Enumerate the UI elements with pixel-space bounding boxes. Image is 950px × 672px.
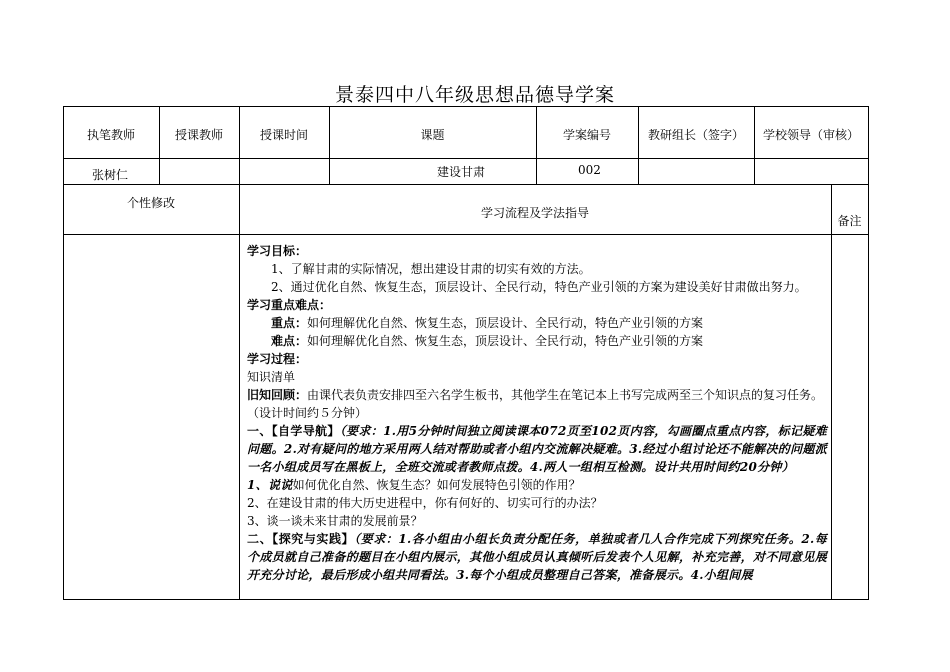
explore-text: （要求：1.各小组由小组长负责分配任务，单独或者几人合作完成下列探究任务。2.每个成员就自己准备的题目在小组内展示，其他小组成员认真倾听后发表个人见解，补充完善，对不同意见展开充分讨论，最后形成小组共同看法。3.每个小组成员整理自己答案，准备展示。4.小组间展 [247, 532, 828, 582]
document-title: 景泰四中八年级思想品德导学案 [334, 84, 615, 106]
knowledge-list: 知识清单 [247, 370, 296, 384]
col-divider [754, 106, 755, 184]
key-point-label: 重点： [271, 316, 308, 330]
col-divider [831, 184, 832, 600]
explore-section [247, 530, 827, 584]
col-divider [638, 106, 639, 184]
author-name: 张树仁 [92, 168, 129, 182]
header-topic: 课题 [420, 128, 445, 142]
key-point [247, 314, 827, 332]
difficulty-label: 难点： [271, 334, 308, 348]
table-border-right [868, 106, 869, 600]
header-group-leader: 教研组长（签字） [647, 128, 744, 142]
table-border-bottom [63, 599, 869, 600]
self-study-label: 一、【自学导航】 [247, 424, 340, 438]
table-rule-3 [63, 234, 869, 235]
code-value: 002 [578, 163, 601, 177]
process-guide-label: 学习流程及学法指导 [480, 206, 589, 220]
header-code: 学案编号 [562, 128, 611, 142]
question-3: 3、谈一谈未来甘肃的发展前景？ [247, 514, 423, 528]
question-1 [247, 476, 827, 494]
process-heading: 学习过程： [247, 352, 308, 366]
col-divider [536, 106, 537, 184]
table-border-left [63, 106, 64, 600]
question-1-text: 如何优化自然、恢复生态？如何发展特色引领的作用？ [292, 478, 581, 492]
difficulty-point [247, 332, 827, 350]
header-time: 授课时间 [259, 128, 308, 142]
goals-heading: 学习目标： [247, 244, 308, 258]
col-divider [329, 106, 330, 184]
review-text: 由课代表负责安排四至六名学生板书，其他学生在笔记本上书写完成两至三个知识点的复习任务。（设计时间约５分钟） [247, 388, 824, 420]
table-border-top [63, 106, 869, 107]
review-paragraph [247, 386, 827, 422]
difficulty-text: 如何理解优化自然、恢复生态，顶层设计、全民行动，特色产业引领的方案 [307, 334, 704, 348]
header-school-leader: 学校领导（审核） [762, 128, 859, 142]
self-study-text: （要求：1.用5分钟时间独立阅读课本072页至102页内容，勾画圈点重点内容，标记疑难问题。2.对有疑问的地方采用两人结对帮助或者小组内交流解决疑难。3.经过小组讨论还不能解决的问题派一名小组成员写在黑板上，全班交流或者教师点拨。4.两人一组相互检测。设计共用时间约20分钟） [247, 424, 827, 474]
table-rule-1 [63, 158, 869, 159]
remark-label: 备注 [837, 214, 862, 228]
question-1-label: 1、说说 [247, 478, 293, 492]
header-teacher: 授课教师 [174, 128, 223, 142]
learning-content [247, 242, 827, 584]
personal-edit-label: 个性修改 [126, 196, 175, 210]
self-study-section [247, 422, 827, 476]
header-author: 执笔教师 [86, 128, 135, 142]
key-difficulty-heading: 学习重点难点： [247, 298, 332, 312]
goal-2: 2、通过优化自然、恢复生态，顶层设计、全民行动，特色产业引领的方案为建设美好甘肃做出努力。 [271, 280, 807, 294]
col-divider [159, 106, 160, 184]
goal-1: 1、了解甘肃的实际情况，想出建设甘肃的切实有效的方法。 [271, 262, 591, 276]
explore-label: 二、【探究与实践】 [247, 532, 355, 546]
review-label: 旧知回顾： [247, 388, 308, 402]
key-point-text: 如何理解优化自然、恢复生态，顶层设计、全民行动，特色产业引领的方案 [307, 316, 704, 330]
col-divider [239, 234, 240, 599]
table-rule-2 [63, 184, 869, 185]
question-2: 2、在建设甘肃的伟大历史进程中，你有何好的、切实可行的办法？ [247, 496, 603, 510]
topic-value: 建设甘肃 [437, 165, 486, 179]
